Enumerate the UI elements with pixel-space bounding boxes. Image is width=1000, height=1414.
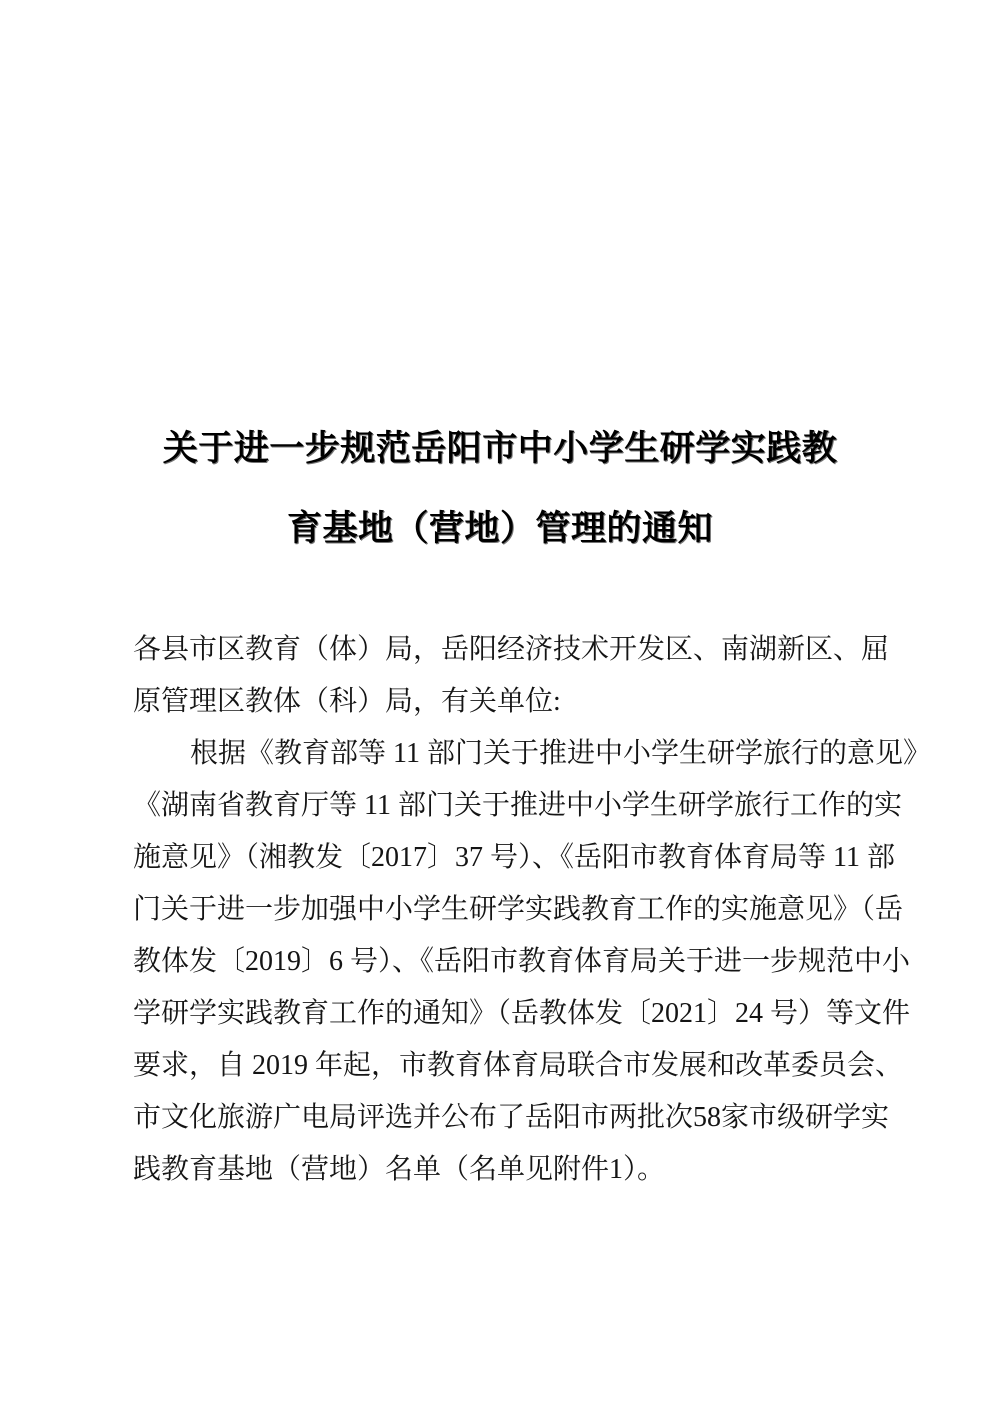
document-title-line-2: 育基地（营地）管理的通知 [286,509,713,548]
body-line: 市文化旅游广电局评选并公布了岳阳市两批次58家市级研学实 [133,1102,890,1133]
body-line: 要求，自 2019 年起，市教育体育局联合市发展和改革委员会、 [133,1050,904,1081]
body-line-paragraph-end: 践教育基地（营地）名单（名单见附件1）。 [133,1154,666,1185]
body-line: 学研学实践教育工作的通知》（岳教体发〔2021〕24 号）等文件 [133,998,911,1029]
body-line-salutation-2: 原管理区教体（科）局，有关单位: [133,686,561,717]
body-line: 《湖南省教育厅等 11 部门关于推进中小学生研学旅行工作的实 [133,790,902,821]
body-line: 施意见》（湘教发〔2017〕37 号）、《岳阳市教育体育局等 11 部 [133,842,895,873]
document-title [0,409,1000,569]
document-body [133,624,931,1196]
body-line: 根据《教育部等 11 部门关于推进中小学生研学旅行的意见》 [190,738,931,769]
body-line-salutation-1: 各县市区教育（体）局，岳阳经济技术开发区、南湖新区、屈 [133,634,890,665]
body-line: 门关于进一步加强中小学生研学实践教育工作的实施意见》（岳 [133,894,904,925]
document-title-line-1: 关于进一步规范岳阳市中小学生研学实践教 [162,429,838,468]
body-line: 教体发〔2019〕6 号）、《岳阳市教育体育局关于进一步规范中小 [133,946,911,977]
